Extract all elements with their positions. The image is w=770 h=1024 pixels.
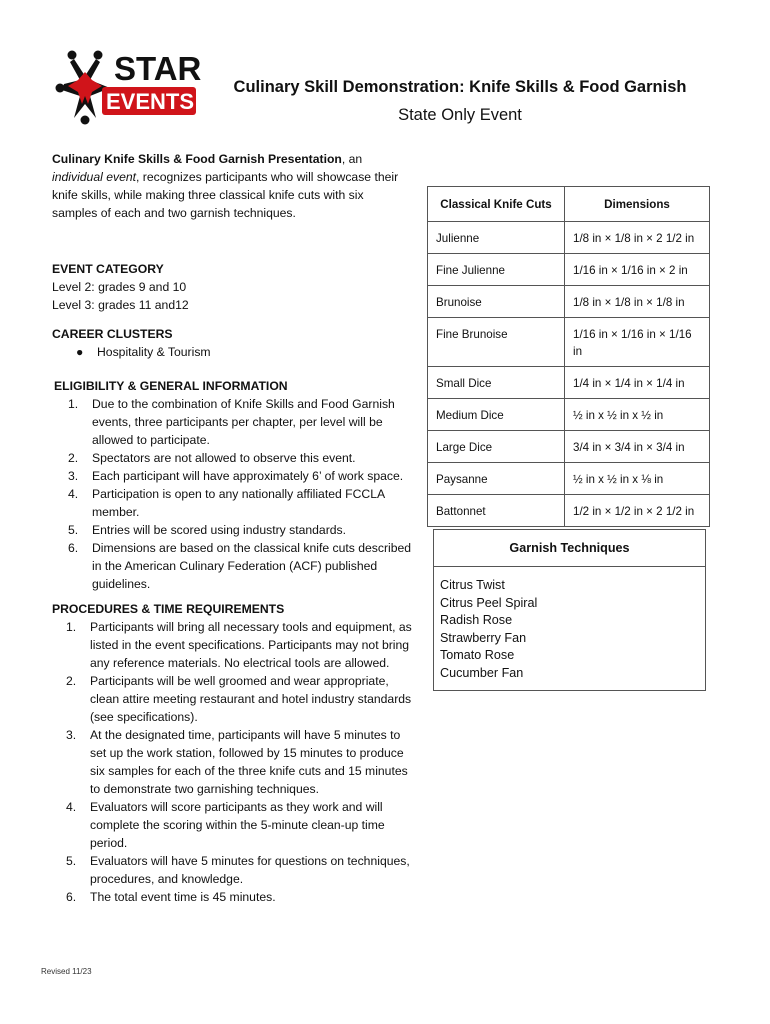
list-item: 5. Entries will be scored using industry standards.	[68, 523, 347, 537]
procedures-heading: PROCEDURES & TIME REQUIREMENTS	[52, 602, 285, 616]
revision-footer: Revised 11/23	[41, 967, 92, 976]
career-clusters-section	[52, 325, 417, 361]
list-item: 3. At the designated time, participants will have 5 minutes to set up the work station, followed by 15 minutes to produce six samples for each of the three knife cuts and 15 minutes to demonstrate two garnishing techniques.	[66, 728, 408, 796]
list-item: 5. Evaluators will have 5 minutes for questions on techniques, procedures, and knowledge.	[66, 854, 410, 886]
list-item: 6. Dimensions are based on the classical knife cuts described in the American Culinary Federation (ACF) published guidelines.	[68, 541, 412, 591]
table-row: Battonnet 1/2 in × 1/2 in × 2 1/2 in	[428, 495, 710, 527]
event-category-section	[52, 260, 417, 314]
list-item: 1. Participants will bring all necessary tools and equipment, as listed in the event specifications. Participants may not bring any reference materials. No electrical tools are allowed.	[66, 620, 412, 670]
career-cluster-item	[52, 343, 417, 361]
table-header-cut: Classical Knife Cuts	[428, 187, 565, 222]
table-row: Brunoise 1/8 in × 1/8 in × 1/8 in	[428, 286, 710, 318]
table-row: Medium Dice ½ in x ½ in x ½ in	[428, 399, 710, 431]
intro-italic: individual event	[52, 170, 137, 184]
career-cluster-label: Hospitality & Tourism	[97, 345, 211, 359]
page-title: Culinary Skill Demonstration: Knife Skills & Food Garnish	[233, 78, 687, 96]
list-item: 4. Evaluators will score participants as they work and will complete the scoring within the 5-minute clean-up time period.	[66, 800, 385, 850]
table-row: Fine Julienne 1/16 in × 1/16 in × 2 in	[428, 254, 710, 286]
intro-bold: Culinary Knife Skills & Food Garnish Presentation	[52, 152, 342, 166]
event-category-item: Level 3: grades 11 and12	[52, 298, 189, 312]
list-item: 6. The total event time is 45 minutes.	[66, 890, 276, 904]
intro-text-2: , recognizes participants who will showcase their knife skills, while making three classical knife cuts with six samples of each and two garnish techniques.	[52, 170, 399, 220]
event-category-heading: EVENT CATEGORY	[52, 262, 164, 276]
garnish-list	[434, 567, 705, 690]
garnish-techniques-box	[433, 529, 706, 691]
list-item: Citrus Twist	[440, 578, 505, 592]
table-row: Paysanne ½ in x ½ in x ⅛ in	[428, 463, 710, 495]
table-row: Large Dice 3/4 in × 3/4 in × 3/4 in	[428, 431, 710, 463]
table-row: Julienne 1/8 in × 1/8 in × 2 1/2 in	[428, 222, 710, 254]
page-header	[215, 78, 705, 125]
garnish-heading: Garnish Techniques	[434, 530, 705, 567]
logo-star-text: STAR	[114, 50, 202, 87]
procedures-list	[52, 618, 417, 906]
list-item: 3. Each participant will have approximately 6’ of work space.	[68, 469, 404, 483]
table-header-dimensions: Dimensions	[565, 187, 710, 222]
eligibility-list	[54, 395, 419, 593]
event-category-item: Level 2: grades 9 and 10	[52, 280, 187, 294]
table-header-row	[428, 187, 710, 222]
list-item: 2. Participants will be well groomed and wear appropriate, clean attire meeting restaurant and hotel industry standards (see specifications).	[66, 674, 412, 724]
list-item: 1. Due to the combination of Knife Skills and Food Garnish events, three participants per chapter, per level will be allowed to participate.	[68, 397, 395, 447]
table-row: Fine Brunoise 1/16 in × 1/16 in × 1/16 in	[428, 318, 710, 367]
intro-text-1: , an	[341, 152, 363, 166]
career-clusters-heading: CAREER CLUSTERS	[52, 327, 173, 341]
list-item: Cucumber Fan	[440, 665, 524, 680]
intro-paragraph	[52, 150, 412, 222]
list-item: 4. Participation is open to any nationally affiliated FCCLA member.	[68, 487, 385, 519]
knife-cuts-table	[427, 186, 710, 527]
bullet-icon: ●	[76, 345, 84, 359]
list-item: Citrus Peel Spiral	[440, 595, 538, 610]
list-item: Tomato Rose	[440, 648, 515, 662]
table-row: Small Dice 1/4 in × 1/4 in × 1/4 in	[428, 367, 710, 399]
logo-events-text: EVENTS	[106, 89, 195, 114]
list-item: Radish Rose	[440, 613, 513, 627]
procedures-section	[52, 600, 417, 906]
star-events-logo	[52, 46, 202, 130]
list-item: Strawberry Fan	[440, 630, 527, 645]
page-subtitle: State Only Event	[398, 106, 522, 124]
eligibility-heading: ELIGIBILITY & GENERAL INFORMATION	[54, 379, 288, 393]
eligibility-section	[54, 377, 419, 593]
list-item: 2. Spectators are not allowed to observe this event.	[68, 451, 356, 465]
